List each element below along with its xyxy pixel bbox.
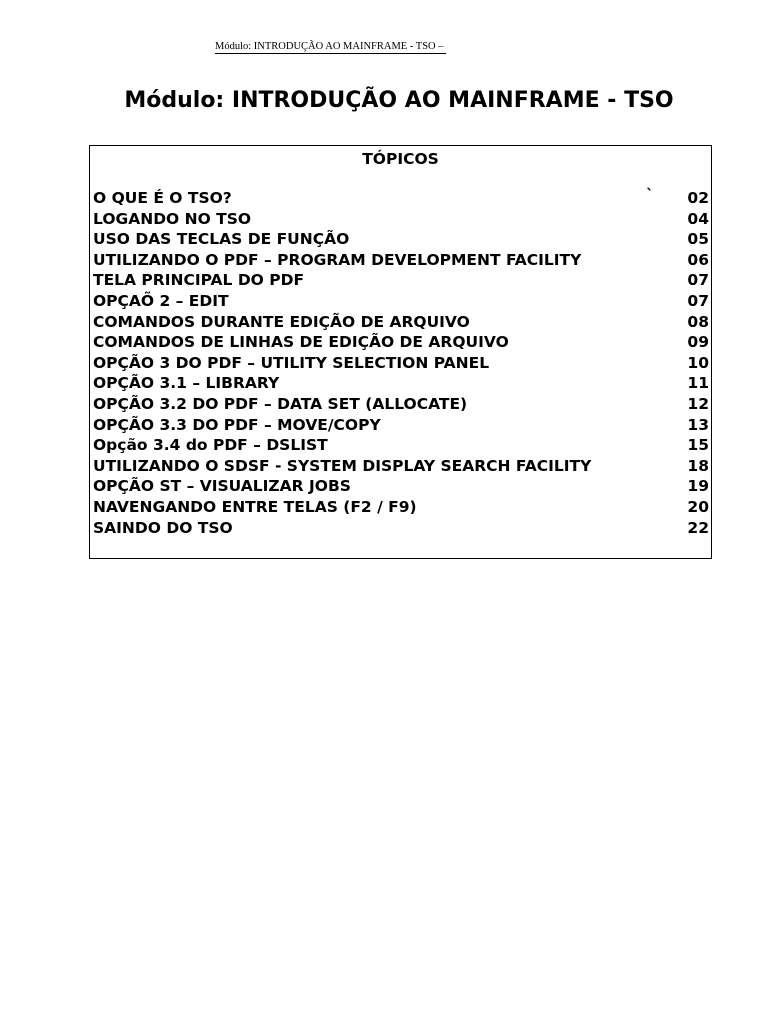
toc-entry <box>93 353 709 374</box>
toc-entry-title: UTILIZANDO O PDF – PROGRAM DEVELOPMENT FACILITY <box>93 250 582 269</box>
toc-entry-title: OPÇÃO 3.1 – LIBRARY <box>93 374 280 393</box>
toc-entry-page-number: 22 <box>687 518 709 537</box>
toc-entry-page-number: 06 <box>687 250 709 269</box>
toc-entry <box>93 373 709 394</box>
toc-entry <box>93 229 709 250</box>
toc-entry <box>93 435 709 456</box>
toc-entry <box>93 518 709 539</box>
toc-entry <box>93 456 709 477</box>
toc-entry-page-number: 05 <box>687 230 709 249</box>
toc-entry-page-number: 09 <box>687 333 709 352</box>
toc-heading: TÓPICOS <box>362 150 439 168</box>
toc-entry-title: OPÇÃO ST – VISUALIZAR JOBS <box>93 477 351 496</box>
toc-entry-title: USO DAS TECLAS DE FUNÇÃO <box>93 230 350 249</box>
toc-entry-page-number: 13 <box>687 415 709 434</box>
toc-entry-page-number: 10 <box>687 353 709 372</box>
toc-entry <box>93 476 709 497</box>
toc-entry-page-number: 19 <box>687 477 709 496</box>
toc-entry <box>93 188 709 209</box>
toc-entry-page-number: 15 <box>687 436 709 455</box>
toc-entry-page-number: 04 <box>687 209 709 228</box>
toc-stray-mark: ` <box>646 186 654 204</box>
toc-entry <box>93 291 709 312</box>
toc-entry <box>93 270 709 291</box>
toc-entry-title: OPÇÃO 3 DO PDF – UTILITY SELECTION PANEL <box>93 353 490 372</box>
running-header: Módulo: INTRODUÇÃO AO MAINFRAME - TSO – <box>215 41 444 52</box>
toc-entry-title: NAVENGANDO ENTRE TELAS (F2 / F9) <box>93 497 417 516</box>
toc-entry-page-number: 12 <box>687 394 709 413</box>
toc-entry-title: TELA PRINCIPAL DO PDF <box>93 271 305 290</box>
table-of-contents <box>89 145 712 559</box>
toc-entry <box>93 332 709 353</box>
toc-entry-page-number: 07 <box>687 271 709 290</box>
toc-entry-page-number: 18 <box>687 456 709 475</box>
toc-entry-page-number: 20 <box>687 497 709 516</box>
toc-entry-page-number: 08 <box>687 312 709 331</box>
toc-entry-page-number: 11 <box>687 374 709 393</box>
toc-entry-title: LOGANDO NO TSO <box>93 209 252 228</box>
toc-list <box>93 188 709 538</box>
toc-entry-title: OPÇÃO 3.3 DO PDF – MOVE/COPY <box>93 415 381 434</box>
toc-entry <box>93 394 709 415</box>
toc-entry-title: O QUE É O TSO? <box>93 189 232 207</box>
toc-entry <box>93 497 709 518</box>
document-title: Módulo: INTRODUÇÃO AO MAINFRAME - TSO <box>124 88 674 113</box>
toc-entry-title: COMANDOS DE LINHAS DE EDIÇÃO DE ARQUIVO <box>93 333 509 352</box>
toc-entry <box>93 250 709 271</box>
toc-entry <box>93 415 709 436</box>
toc-entry <box>93 209 709 230</box>
toc-entry-title: Opção 3.4 do PDF – DSLIST <box>93 436 328 455</box>
toc-entry-title: SAINDO DO TSO <box>93 518 233 537</box>
toc-entry <box>93 312 709 333</box>
toc-entry-page-number: 07 <box>687 291 709 310</box>
toc-entry-title: COMANDOS DURANTE EDIÇÃO DE ARQUIVO <box>93 312 470 331</box>
toc-entry-title: UTILIZANDO O SDSF - SYSTEM DISPLAY SEARCH FACILITY <box>93 456 592 475</box>
toc-entry-title: OPÇAÕ 2 – EDIT <box>93 291 229 310</box>
toc-entry-title: OPÇÃO 3.2 DO PDF – DATA SET (ALLOCATE) <box>93 394 468 413</box>
toc-entry-page-number: 02 <box>687 189 709 207</box>
